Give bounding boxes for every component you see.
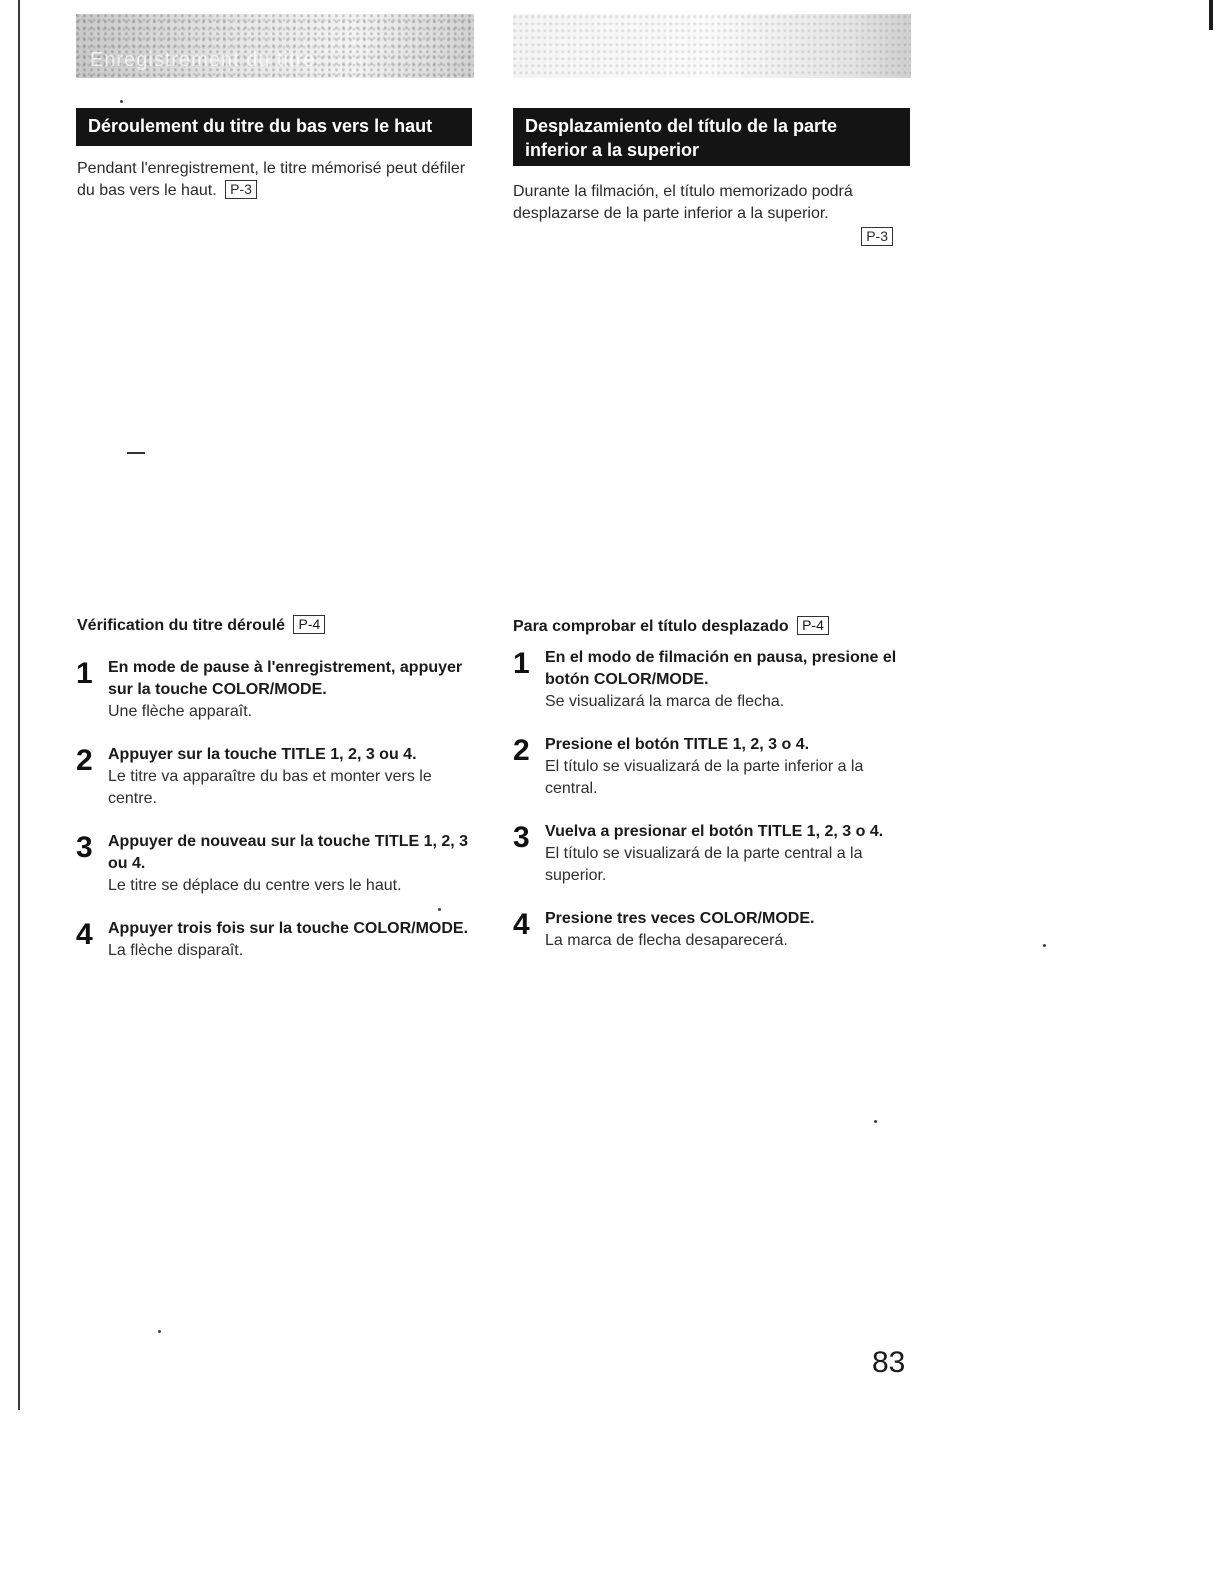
step-item bbox=[76, 831, 471, 897]
page-edge-rule-right bbox=[1209, 0, 1213, 30]
intro-french-text: Pendant l'enregistrement, le titre mémorisé peut défiler du bas vers le haut. bbox=[77, 160, 466, 199]
scan-mark bbox=[127, 452, 145, 454]
intro-spanish bbox=[513, 181, 908, 249]
intro-french bbox=[77, 158, 472, 202]
page-ref-badge: P-3 bbox=[861, 227, 893, 246]
step-number: 4 bbox=[513, 908, 530, 941]
step-action: Appuyer trois fois sur la touche COLOR/MODE. bbox=[108, 920, 469, 937]
section-title-french: Déroulement du titre du bas vers le haut bbox=[76, 108, 472, 146]
step-item bbox=[513, 734, 908, 800]
step-item bbox=[76, 744, 471, 810]
step-number: 3 bbox=[76, 831, 93, 864]
intro-spanish-ref-line bbox=[513, 227, 893, 249]
banner-french bbox=[76, 14, 474, 78]
section-title-spanish: Desplazamiento del título de la parte inferior a la superior bbox=[513, 108, 910, 166]
check-heading-french-text: Vérification du titre déroulé bbox=[77, 617, 286, 634]
steps-list-spanish bbox=[513, 647, 908, 973]
step-action: Presione tres veces COLOR/MODE. bbox=[545, 910, 815, 927]
scan-speck bbox=[874, 1120, 877, 1123]
page-number: 83 bbox=[872, 1346, 906, 1379]
step-result: Une flèche apparaît. bbox=[108, 703, 253, 720]
step-action: Presione el botón TITLE 1, 2, 3 o 4. bbox=[545, 736, 810, 753]
step-result: El título se visualizará de la parte central a la superior. bbox=[545, 845, 863, 884]
check-heading-spanish-text: Para comprobar el título desplazado bbox=[513, 618, 789, 635]
step-action: Appuyer sur la touche TITLE 1, 2, 3 ou 4. bbox=[108, 746, 417, 763]
step-number: 2 bbox=[76, 744, 93, 777]
page-edge-rule-left bbox=[18, 0, 20, 1410]
page-ref-badge: P-4 bbox=[797, 616, 829, 635]
step-item bbox=[76, 657, 471, 723]
page-ref-badge: P-4 bbox=[293, 615, 325, 634]
step-result: Le titre se déplace du centre vers le haut. bbox=[108, 877, 402, 894]
step-item bbox=[513, 647, 908, 713]
intro-spanish-text: Durante la filmación, el título memorizado podrá desplazarse de la parte inferior a la superior. bbox=[513, 183, 853, 222]
step-action: En el modo de filmación en pausa, presione el botón COLOR/MODE. bbox=[545, 649, 897, 688]
step-number: 3 bbox=[513, 821, 530, 854]
scan-speck bbox=[1043, 944, 1046, 947]
step-result: El título se visualizará de la parte inferior a la central. bbox=[545, 758, 864, 797]
step-number: 1 bbox=[76, 657, 93, 690]
step-item bbox=[513, 908, 908, 952]
page-ref-badge: P-3 bbox=[225, 180, 257, 199]
check-heading-french bbox=[77, 615, 325, 637]
step-number: 2 bbox=[513, 734, 530, 767]
banner-french-text: Enregistrement du titre bbox=[90, 49, 316, 71]
step-action: En mode de pause à l'enregistrement, appuyer sur la touche COLOR/MODE. bbox=[108, 659, 463, 698]
step-number: 4 bbox=[76, 918, 93, 951]
step-result: Le titre va apparaître du bas et monter vers le centre. bbox=[108, 768, 432, 807]
banner-spanish bbox=[513, 14, 911, 78]
step-item bbox=[76, 918, 471, 962]
step-result: La marca de flecha desaparecerá. bbox=[545, 932, 788, 949]
scan-speck bbox=[158, 1330, 161, 1333]
step-result: Se visualizará la marca de flecha. bbox=[545, 693, 785, 710]
step-item bbox=[513, 821, 908, 887]
step-action: Appuyer de nouveau sur la touche TITLE 1, 2, 3 ou 4. bbox=[108, 833, 469, 872]
check-heading-spanish bbox=[513, 616, 829, 638]
step-number: 1 bbox=[513, 647, 530, 680]
step-result: La flèche disparaît. bbox=[108, 942, 244, 959]
scan-speck bbox=[120, 100, 123, 103]
steps-list-french bbox=[76, 657, 471, 983]
step-action: Vuelva a presionar el botón TITLE 1, 2, 3 o 4. bbox=[545, 823, 884, 840]
